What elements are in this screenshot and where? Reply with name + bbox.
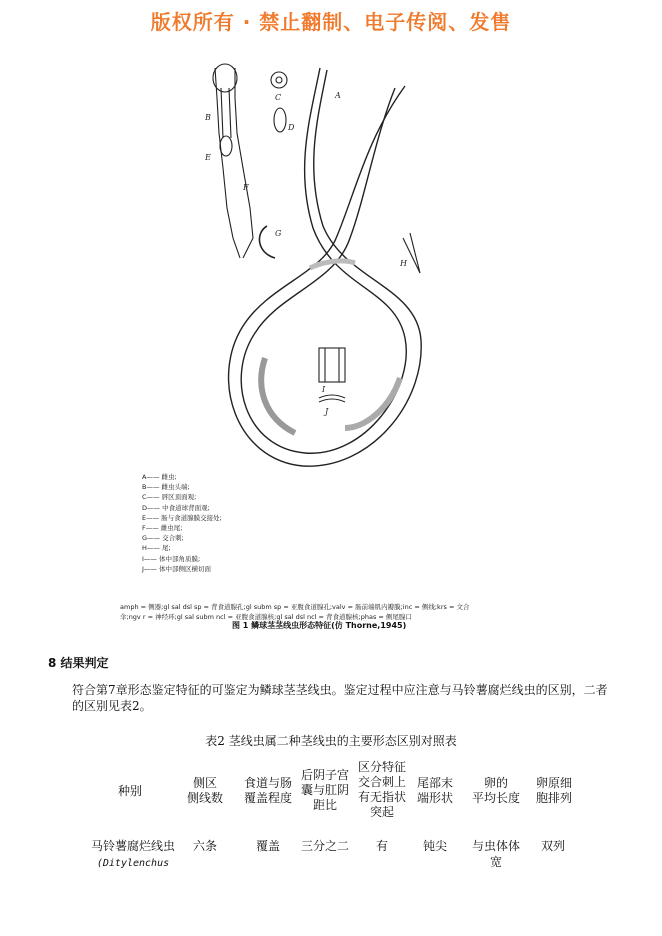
paragraph-text: 符合第7章形态鉴定特征的可鉴定为鳞球茎茎线虫。鉴定过程中应注意与马铃薯腐烂线虫的区别，二者的区别见表2。 bbox=[72, 683, 608, 713]
table-header: 种别 bbox=[117, 784, 142, 798]
table-cell-species: 马铃薯腐烂线虫 bbox=[90, 839, 175, 853]
label-D: D bbox=[288, 123, 295, 132]
legend-item: I—— 体中部角质膜; bbox=[142, 554, 201, 563]
label-A: A bbox=[335, 91, 341, 100]
table-cell-species-latin: (Ditylenchus bbox=[96, 858, 170, 869]
legend-item: D—— 中食道球背面观; bbox=[142, 503, 210, 512]
table-header: 尾部末 端形状 bbox=[416, 776, 453, 805]
table-caption: 表2 茎线虫属二种茎线虫的主要形态区别对照表 bbox=[205, 734, 457, 748]
table-header: 卵原细 胞排列 bbox=[535, 776, 572, 805]
table-cell: 六条 bbox=[192, 839, 217, 853]
label-H: H bbox=[400, 259, 407, 268]
legend-item: F—— 雌虫尾; bbox=[142, 524, 183, 533]
label-I: I bbox=[322, 385, 326, 394]
table-header: 侧区 侧线数 bbox=[186, 776, 223, 805]
table-header: 卵的 平均长度 bbox=[471, 776, 520, 805]
legend-item: A—— 雌虫; bbox=[142, 473, 177, 481]
label-G: G bbox=[275, 229, 282, 238]
table-header: 食道与肠 覆盖程度 bbox=[243, 776, 292, 805]
table-cell: 有 bbox=[375, 839, 388, 853]
section-title: 8 结果判定 bbox=[48, 656, 109, 670]
label-C: C bbox=[275, 93, 282, 102]
table-cell: 三分之二 bbox=[300, 839, 349, 853]
table-header: 后阴子宫 囊与肛阴 距比 bbox=[300, 768, 349, 812]
abbreviations-line-2: 伞;ngv r = 神经环;gl sal subm ncl = 亚腹食道腺核;gl sal dsl ncl = 背食道腺核;phas = 侧尾腺口 bbox=[120, 613, 412, 621]
label-E: E bbox=[205, 153, 211, 162]
abbreviations-line-1: amph = 侧器;gl sal dsl sp = 背食道腺孔;gl subm sp = 亚腹食道腺孔;valv = 肠前端肌内瓣膜;inc = 侧线;krs = 文合 bbox=[120, 603, 470, 611]
legend-item: H—— 尾; bbox=[142, 544, 171, 553]
nematode-figure bbox=[195, 58, 475, 478]
legend-item: G—— 交合刺; bbox=[142, 534, 184, 543]
table-cell: 覆盖 bbox=[255, 839, 280, 853]
table-cell: 钝尖 bbox=[422, 839, 447, 853]
label-J: J bbox=[325, 407, 329, 416]
label-B: B bbox=[205, 113, 211, 122]
figure-caption: 图 1 鳞球茎茎线虫形态特征(仿 Thorne,1945) bbox=[232, 621, 407, 630]
table-cell: 与虫体体 宽 bbox=[471, 839, 520, 869]
paragraph bbox=[48, 682, 618, 714]
legend-item: J—— 体中部侧区横切面 bbox=[142, 564, 211, 573]
legend-item: C—— 唇区顶面观; bbox=[142, 493, 197, 502]
table-cell: 双列 bbox=[540, 839, 565, 853]
watermark: 版权所有 · 禁止翻制、电子传阅、发售 bbox=[150, 10, 512, 34]
legend-item: E—— 肠与食道腺膜交接处; bbox=[142, 513, 222, 522]
table-header: 区分特征 交合刺上 有无指状 突起 bbox=[357, 760, 406, 819]
legend-item: B—— 雌虫头端; bbox=[142, 483, 190, 492]
label-F: F bbox=[243, 183, 249, 192]
figure-legend bbox=[120, 472, 470, 621]
